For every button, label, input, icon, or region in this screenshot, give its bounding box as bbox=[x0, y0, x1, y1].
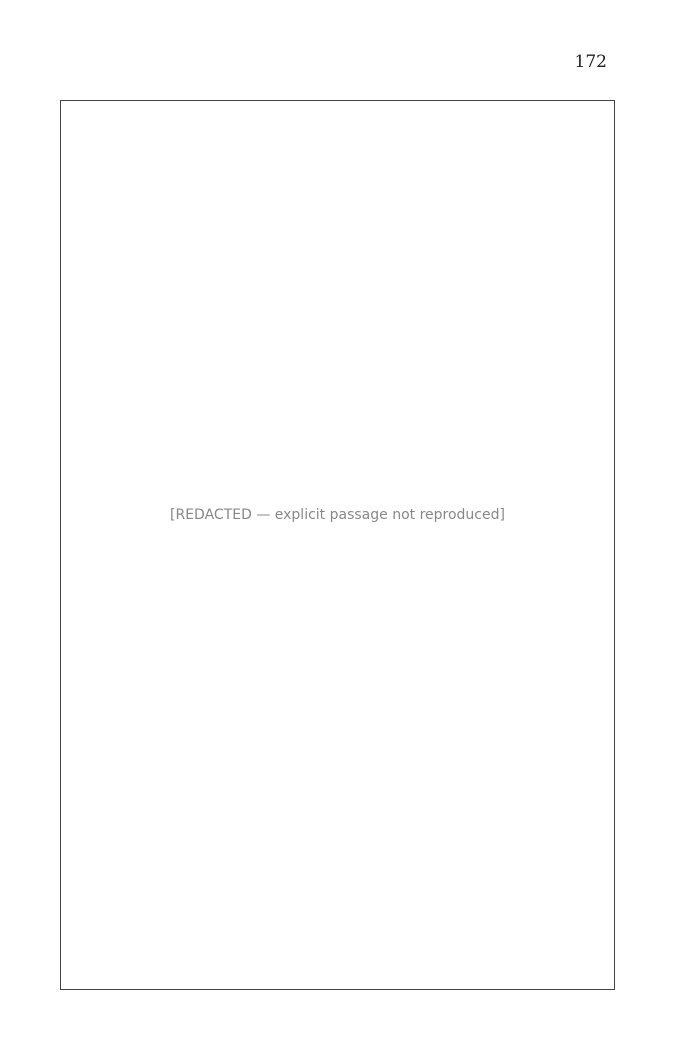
page-number: 172 bbox=[574, 52, 607, 72]
redaction-note: [REDACTED — explicit passage not reproduced] bbox=[170, 506, 505, 523]
text-block bbox=[60, 100, 615, 990]
